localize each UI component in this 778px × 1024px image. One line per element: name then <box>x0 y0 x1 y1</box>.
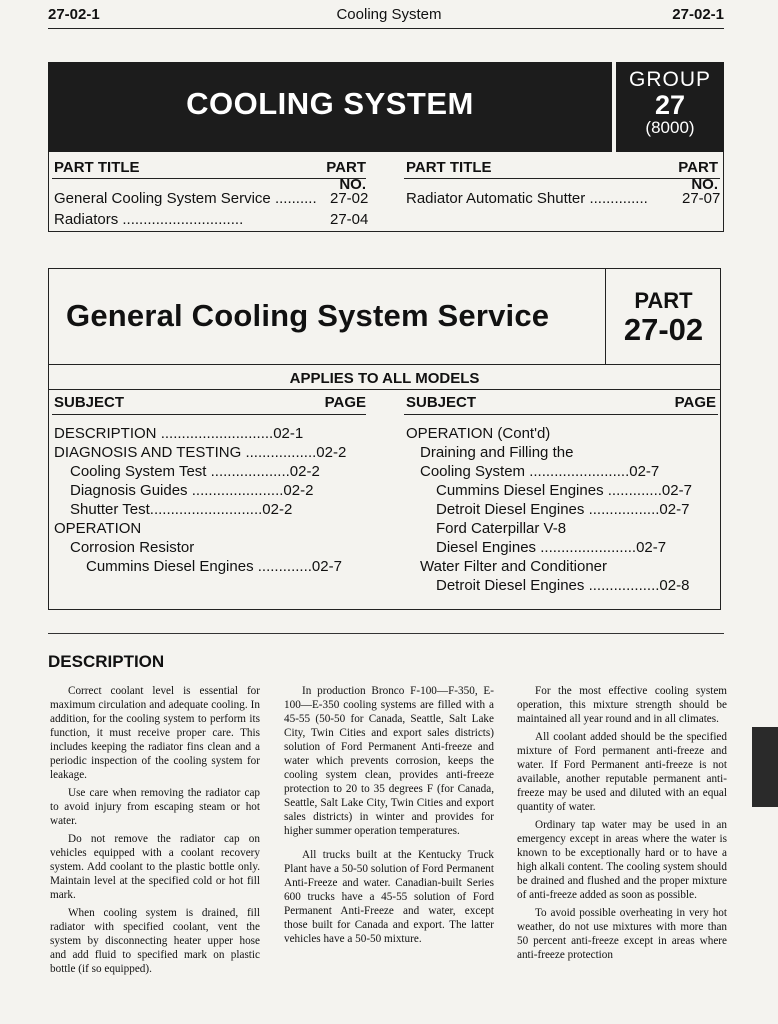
applies-to: APPLIES TO ALL MODELS <box>289 370 480 387</box>
applies-rule <box>48 389 721 390</box>
parts-row: Radiators ............................. <box>54 211 244 228</box>
paragraph: Ordinary tap water may be used in an emergency except in areas where the water is known to be exceptionally hard or to have a high alkali content. The cooling system should be drained and flushed and the proper mixture of anti-freeze added as soon as possible. <box>517 819 727 901</box>
page-number-left: 27-02-1 <box>48 6 100 23</box>
subject-rule-right <box>404 414 718 415</box>
toc-item[interactable]: Ford Caterpillar V-8 <box>436 520 567 537</box>
toc-item[interactable]: OPERATION (Cont'd) <box>406 425 551 442</box>
toc-item[interactable]: Diagnosis Guides ......................02-2 <box>70 482 314 499</box>
parts-col-no-right: PART NO. <box>678 159 718 193</box>
paragraph: All coolant added should be the specified mixture of Ford permanent anti-freeze and water. If Ford Permanent anti-freeze is not available, another reputable permanent anti-freeze may be used and diluted with an equal quantity of water. <box>517 731 727 813</box>
subject-header-right: SUBJECT <box>406 394 477 411</box>
group-code: (8000) <box>645 118 695 137</box>
toc-item[interactable]: Cooling System ........................02-7 <box>420 463 660 480</box>
toc-item[interactable]: Detroit Diesel Engines .................02-8 <box>436 577 690 594</box>
parts-rule-left <box>52 178 366 179</box>
parts-row-no: 27-07 <box>682 190 721 207</box>
toc-item[interactable]: Diesel Engines .......................02-7 <box>436 539 667 556</box>
parts-row: General Cooling System Service .......... <box>54 190 317 207</box>
page-header-right: PAGE <box>674 394 716 411</box>
text-column-1 <box>50 684 260 980</box>
toc-item[interactable]: DESCRIPTION ...........................02-1 <box>54 425 304 442</box>
subject-rule-left <box>52 414 366 415</box>
part-rule <box>48 364 721 365</box>
paragraph: To avoid possible overheating in very hot weather, do not use mixtures with more than 50 percent anti-freeze except in areas where anti-freeze protection <box>517 907 727 961</box>
toc-item[interactable]: DIAGNOSIS AND TESTING .................02-2 <box>54 444 347 461</box>
toc-item[interactable]: Draining and Filling the <box>420 444 574 461</box>
group-number: 27 <box>654 90 686 120</box>
running-title: Cooling System <box>336 6 442 23</box>
parts-col-no-left: PART NO. <box>326 159 366 193</box>
parts-rule-right <box>404 178 720 179</box>
text-column-3 <box>517 684 727 966</box>
section-tab-marker <box>752 727 778 807</box>
paragraph: When cooling system is drained, fill radiator with specified coolant, vent the system by disconnecting heater upper hose and add fluid to specified mark on plastic bottle (if so equipped). <box>50 907 260 975</box>
toc-item[interactable]: Shutter Test...........................02-2 <box>70 501 293 518</box>
group-title: COOLING SYSTEM <box>186 86 474 121</box>
paragraph: Correct coolant level is essential for maximum circulation and adequate cooling. In addition, for the cooling system to perform its function, it must receive proper care. This includes keeping the radiator fins clean and a periodic inspection of the cooling system for leakage. <box>50 685 260 781</box>
header-rule <box>48 28 724 29</box>
toc-item[interactable]: Cummins Diesel Engines .............02-7 <box>86 558 342 575</box>
paragraph: All trucks built at the Kentucky Truck Plant have a 50-50 solution of Ford Permanent Anti-Freeze and water. Canadian-built Series 600 trucks have a 45-55 solution of Ford Permanent Anti-Freeze and water, except those built for Canada and export. The latter vehicles have a 50-50 mixture. <box>284 849 494 945</box>
part-title: General Cooling System Service <box>66 298 550 333</box>
toc-item[interactable]: Corrosion Resistor <box>70 539 195 556</box>
parts-row-no: 27-02 <box>330 190 369 207</box>
toc-item[interactable]: Detroit Diesel Engines .................02-7 <box>436 501 690 518</box>
group-box <box>616 62 724 152</box>
paragraph: Use care when removing the radiator cap to avoid injury from escaping steam or hot water. <box>50 787 260 827</box>
subject-header-left: SUBJECT <box>54 394 125 411</box>
paragraph: In production Bronco F-100—F-350, E-100—E-350 cooling systems are filled with a 45-55 (50-50 for Canada, Seattle, Salt Lake City, Twin Cities and export sales districts) solution of Ford Permanent Anti-freeze and water which prevents corrosion, keeps the cooling system clean, provides anti-freeze protection to 20 to 35 degrees F (for Canada, Seattle, Salt Lake City, Twin Cities and export sales districts) in winter and provides for higher summer operation temperatures. <box>284 685 494 837</box>
parts-row-no: 27-04 <box>330 211 369 228</box>
toc-item[interactable]: OPERATION <box>54 520 142 537</box>
text-column-2 <box>284 684 494 950</box>
section-rule <box>48 633 724 634</box>
paragraph: For the most effective cooling system operation, this mixture strength should be maintained all year round and in all climates. <box>517 685 727 725</box>
toc-item[interactable]: Water Filter and Conditioner <box>420 558 608 575</box>
part-number: 27-02 <box>623 312 704 347</box>
part-label: PART <box>634 288 693 313</box>
group-label: GROUP <box>628 68 711 91</box>
parts-row: Radiator Automatic Shutter .............. <box>406 190 648 207</box>
description-heading: DESCRIPTION <box>48 652 165 671</box>
page-number-right: 27-02-1 <box>672 6 724 23</box>
toc-item[interactable]: Cooling System Test ...................02-2 <box>70 463 320 480</box>
parts-col-title-left: PART TITLE <box>54 159 140 176</box>
toc-item[interactable]: Cummins Diesel Engines .............02-7 <box>436 482 692 499</box>
page-header-left: PAGE <box>324 394 366 411</box>
paragraph: Do not remove the radiator cap on vehicles equipped with a coolant recovery system. Add coolant to the plastic bottle only. Maintain level at the specified cold or hot fill mark. <box>50 833 260 901</box>
parts-col-title-right: PART TITLE <box>406 159 492 176</box>
